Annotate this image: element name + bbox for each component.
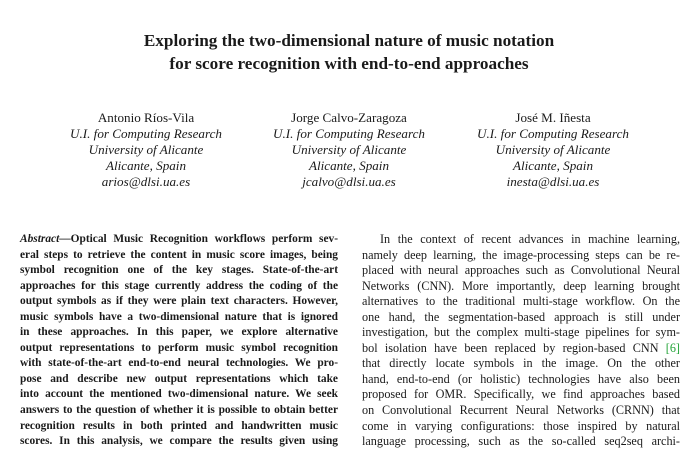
author-email[interactable]: jcalvo@dlsi.ua.es <box>302 174 396 190</box>
body-line: that directly locate symbols in the image. On the other <box>362 356 680 371</box>
body-line-text: bol isolation have been replaced by region-based CNN <box>362 340 659 355</box>
title-line-2: for score recognition with end-to-end approaches <box>169 53 529 73</box>
abstract-heading: Abstract <box>20 233 60 245</box>
body-line: on Convolutional Recurrent Neural Networks (CRNN) that <box>362 403 680 418</box>
abstract-line: with state-of-the-art end-to-end neural technologies. We pro- <box>20 357 338 370</box>
abstract-line-text: Optical Music Recognition workflows perform sev- <box>70 233 338 245</box>
abstract-dash: — <box>59 233 71 245</box>
author-affiliation: U.I. for Computing Research <box>70 126 222 142</box>
author-email[interactable]: inesta@dlsi.ua.es <box>506 174 600 190</box>
body-line: hand, end-to-end (or holistic) technologies have also been <box>362 371 680 386</box>
body-line: alternatives to the traditional multi-stage workflow. On the <box>362 294 680 309</box>
intro-body <box>362 232 680 450</box>
author-name: Antonio Ríos-Vila <box>97 110 195 125</box>
title-line-1: Exploring the two-dimensional nature of music notation <box>143 31 555 50</box>
abstract-line: output representations to perform music symbol recognition <box>20 341 338 354</box>
author-email[interactable]: arios@dlsi.ua.es <box>101 174 191 190</box>
body-line: one hand, the segmentation-based approach is still under <box>362 309 680 324</box>
body-line: proposed for OMR. Specifically, we find approaches based <box>362 387 680 402</box>
abstract-line: symbol recognition one of the key stages. State-of-the-art <box>20 264 338 277</box>
body-line: language processing, such as the so-called seq2seq archi- <box>362 434 680 449</box>
author-affiliation: U.I. for Computing Research <box>477 126 629 142</box>
body-line: In the context of recent advances in machine learning, <box>380 232 680 246</box>
author-university: University of Alicante <box>291 142 407 158</box>
abstract-line: approaches for this stage currently address the coding of the <box>20 279 338 292</box>
abstract-line: into account the mentioned two-dimensional nature. We seek <box>20 388 338 401</box>
author-location: Alicante, Spain <box>512 158 593 174</box>
citation-link-6[interactable]: [6] <box>665 340 680 355</box>
author-location: Alicante, Spain <box>105 158 186 174</box>
body-line: come in varying configurations: those inspired by natural <box>362 418 680 433</box>
body-line: Networks (CNN). More importantly, deep learning brought <box>362 278 680 293</box>
body-line: investigation, but the complex multi-stage pipelines for sym- <box>362 325 680 340</box>
abstract-line: recognition results in both printed and handwritten music <box>20 419 338 432</box>
author-name: Jorge Calvo-Zaragoza <box>291 110 407 125</box>
author-block-3 <box>433 110 673 190</box>
author-name: José M. Iñesta <box>515 110 591 125</box>
body-line <box>362 341 680 357</box>
abstract-line: output symbols as if they were plain text characters. However, <box>20 295 338 308</box>
abstract-line <box>20 232 338 248</box>
abstract-line: answers to the question of whether it is possible to obtain better <box>20 404 338 417</box>
author-university: University of Alicante <box>495 142 611 158</box>
abstract <box>20 232 338 450</box>
abstract-line: eral steps to retrieve the content in music score images, being <box>20 248 338 261</box>
body-line: placed with neural approaches such as Convolutional Neural <box>362 263 680 278</box>
author-university: University of Alicante <box>88 142 204 158</box>
paper-title <box>0 30 698 75</box>
body-line: namely deep learning, the image-processing steps can be re- <box>362 247 680 262</box>
author-affiliation: U.I. for Computing Research <box>273 126 425 142</box>
abstract-line: in these approaches. In this paper, we explore alternative <box>20 326 338 339</box>
author-location: Alicante, Spain <box>308 158 389 174</box>
abstract-line: pose and describe new output representations which take <box>20 372 338 385</box>
abstract-line: music symbols have a two-dimensional nature that is ignored <box>20 310 338 323</box>
abstract-line: scores. In this analysis, we compare the results given using <box>20 435 338 448</box>
